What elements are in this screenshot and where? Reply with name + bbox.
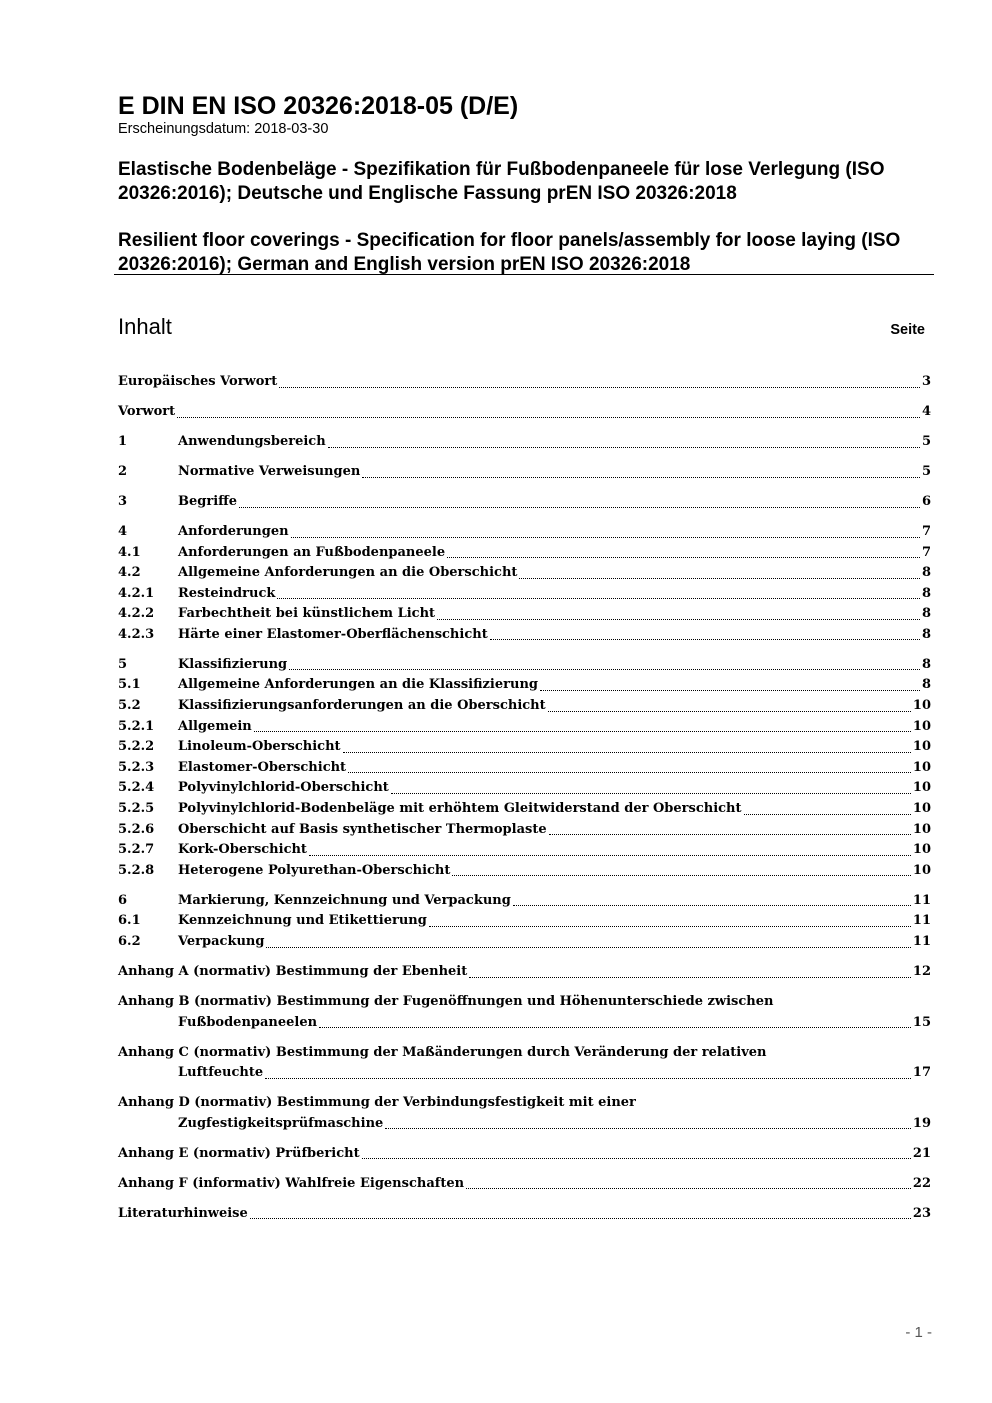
toc-entry[interactable] — [118, 584, 931, 605]
toc-entry-title: Kork-Oberschicht — [178, 842, 307, 858]
toc-entry-title: Anhang A (normativ) Bestimmung der Ebenheit — [118, 963, 468, 979]
toc-entry-title: Anhang F (informativ) Wahlfreie Eigenschaften — [118, 1175, 465, 1191]
toc-entry[interactable] — [118, 522, 931, 543]
title-english: Resilient floor coverings - Specification for floor panels/assembly for loose laying (ISO 20326:2016); German and English version prEN ISO 20326:2018 — [118, 230, 901, 275]
toc-entry-number: 1 — [118, 433, 128, 449]
toc-leader-dots — [548, 710, 911, 712]
toc-entry-number: 5.2.7 — [118, 842, 155, 858]
toc-leader-dots — [343, 751, 911, 753]
toc-entry-page: 8 — [921, 677, 931, 693]
toc-entry[interactable] — [118, 563, 931, 584]
toc-page-label: Seite — [890, 322, 925, 338]
toc-entry-title: Klassifizierung — [178, 656, 288, 672]
toc-entry-page: 5 — [921, 433, 931, 449]
toc-entry-title-cont: Luftfeuchte — [178, 1065, 264, 1081]
toc-entry-number: 6 — [118, 892, 128, 908]
toc-entry[interactable] — [118, 778, 931, 799]
toc-leader-dots — [277, 597, 920, 599]
toc-entry-page: 7 — [921, 523, 931, 539]
toc-entry-title: Europäisches Vorwort — [118, 374, 278, 389]
toc-entry-title: Anhang B (normativ) Bestimmung der Fugenöffnungen und Höhenunterschiede zwischen — [118, 993, 774, 1009]
toc-leader-dots — [309, 854, 911, 856]
toc-entry-page: 10 — [912, 821, 931, 837]
toc-entry-page: 10 — [912, 739, 931, 755]
toc-entry-page: 10 — [912, 780, 931, 796]
toc-entry[interactable] — [118, 861, 931, 882]
toc-entry[interactable] — [118, 432, 931, 453]
toc-entry-title: Oberschicht auf Basis synthetischer Thermoplaste — [178, 821, 547, 837]
toc-entry-page: 8 — [921, 565, 931, 581]
toc-entry-page: 21 — [912, 1145, 931, 1161]
toc-entry[interactable] — [118, 372, 931, 393]
toc-leader-dots — [490, 638, 920, 640]
toc-entry[interactable] — [118, 962, 931, 983]
title-german: Elastische Bodenbeläge - Spezifikation für Fußbodenpaneele für lose Verlegung (ISO 20326:2016); Deutsche und Englische Fassung prEN ISO 20326:2018 — [118, 159, 885, 204]
toc-entry-number: 5.2.4 — [118, 780, 155, 796]
toc-leader-dots — [239, 506, 920, 508]
toc-entry[interactable] — [118, 737, 931, 758]
toc-entry[interactable] — [118, 911, 931, 932]
toc-entry-page: 19 — [912, 1115, 931, 1131]
toc-entry[interactable] — [118, 604, 931, 625]
toc-entry-number: 5.2.5 — [118, 801, 155, 817]
toc-entry-number: 4.2.1 — [118, 585, 155, 601]
toc-leader-dots — [265, 1077, 911, 1079]
toc-entry-number: 6.2 — [118, 933, 141, 949]
toc-entry-page: 8 — [921, 585, 931, 601]
toc-leader-dots — [437, 618, 920, 620]
toc-entry-number: 3 — [118, 493, 128, 509]
toc-entry-title: Anwendungsbereich — [178, 433, 326, 449]
toc-entry-page: 12 — [912, 963, 931, 979]
toc-leader-dots — [291, 536, 920, 538]
page-number: - 1 - — [905, 1324, 932, 1341]
toc-entry-number: 5.2.6 — [118, 821, 155, 837]
toc-leader-dots — [519, 577, 920, 579]
toc-entry-number: 4 — [118, 523, 128, 539]
toc-entry[interactable] — [118, 932, 931, 953]
toc-entry-number: 5.2.1 — [118, 718, 155, 734]
toc-entry[interactable] — [118, 992, 931, 1013]
toc-entry-page: 23 — [912, 1205, 931, 1221]
toc-leader-dots — [385, 1127, 911, 1129]
toc-entry-title: Härte einer Elastomer-Oberflächenschicht — [178, 626, 488, 642]
toc-leader-dots — [452, 874, 911, 876]
toc-leader-dots — [319, 1026, 911, 1028]
toc-entry-title: Anforderungen — [178, 523, 289, 539]
toc-leader-dots — [513, 904, 911, 906]
toc-entry-title: Markierung, Kennzeichnung und Verpackung — [178, 892, 511, 908]
toc-entry[interactable] — [118, 462, 931, 483]
toc-entry-title: Normative Verweisungen — [178, 463, 361, 479]
toc-leader-dots — [744, 813, 911, 815]
toc-entry[interactable] — [118, 758, 931, 779]
toc-leader-dots — [391, 792, 911, 794]
toc-heading: Inhalt — [118, 314, 172, 339]
toc-entry-title: Polyvinylchlorid-Oberschicht — [178, 780, 389, 796]
toc-entry-title: Allgemeine Anforderungen an die Klassifizierung — [178, 677, 538, 693]
toc-entry-page: 10 — [912, 759, 931, 775]
toc-entry-title: Anhang C (normativ) Bestimmung der Maßänderungen durch Veränderung der relativen — [118, 1044, 767, 1060]
toc-entry-title: Farbechtheit bei künstlichem Licht — [178, 606, 436, 622]
toc-entry-number: 5.2.8 — [118, 862, 155, 878]
toc-leader-dots — [328, 446, 920, 448]
toc-entry[interactable] — [118, 655, 931, 676]
toc-entry-page: 22 — [912, 1175, 931, 1191]
toc-entry-title: Linoleum-Oberschicht — [178, 739, 341, 755]
toc-entry[interactable] — [118, 1174, 931, 1195]
toc-entry-number: 6.1 — [118, 913, 141, 929]
toc-entry-title: Verpackung — [178, 933, 265, 949]
toc-entry[interactable] — [118, 675, 931, 696]
toc-entry[interactable] — [118, 840, 931, 861]
toc-leader-dots — [429, 925, 911, 927]
toc-entry-title: Heterogene Polyurethan-Oberschicht — [178, 862, 451, 878]
toc-leader-dots — [469, 976, 911, 978]
toc-leader-dots — [362, 1157, 911, 1159]
toc-entry-page: 10 — [912, 801, 931, 817]
toc-leader-dots — [177, 416, 920, 418]
toc-entry[interactable] — [118, 1043, 931, 1064]
toc-entry-number: 5.2.3 — [118, 759, 155, 775]
toc-entry[interactable] — [118, 402, 931, 423]
toc-entry[interactable] — [118, 543, 931, 564]
toc-entry-title: Anhang D (normativ) Bestimmung der Verbindungsfestigkeit mit einer — [118, 1095, 636, 1111]
toc-entry-number: 4.2.2 — [118, 606, 155, 622]
toc-leader-dots — [362, 476, 920, 478]
toc-entry-title: Anforderungen an Fußbodenpaneele — [178, 544, 446, 560]
toc-entry-title: Klassifizierungsanforderungen an die Oberschicht — [178, 698, 546, 714]
toc-entry-number: 5.1 — [118, 677, 141, 693]
toc-entry-title: Kennzeichnung und Etikettierung — [178, 913, 427, 929]
toc-entry[interactable] — [118, 625, 931, 646]
toc-leader-dots — [348, 771, 911, 773]
toc-entry-number: 5.2.2 — [118, 739, 155, 755]
toc-entry-number: 5 — [118, 656, 128, 672]
toc-entry-page: 8 — [921, 656, 931, 672]
header-divider — [114, 274, 934, 275]
toc-entry-page: 17 — [912, 1065, 931, 1081]
toc-entry-title-cont: Zugfestigkeitsprüfmaschine — [178, 1115, 384, 1131]
toc-leader-dots — [250, 1217, 911, 1219]
toc-entry-title: Vorwort — [118, 403, 176, 419]
toc-leader-dots — [549, 833, 911, 835]
toc-entry-page: 11 — [912, 892, 931, 908]
toc-entry-title: Anhang E (normativ) Prüfbericht — [118, 1145, 360, 1161]
toc-entry[interactable] — [118, 696, 931, 717]
toc-entry-page: 10 — [912, 842, 931, 858]
toc-leader-dots — [254, 730, 911, 732]
toc-entry-number: 4.2 — [118, 565, 141, 581]
document-id: E DIN EN ISO 20326:2018-05 (D/E) — [118, 92, 519, 120]
toc-leader-dots — [289, 668, 920, 670]
toc-entry-page: 3 — [921, 374, 931, 389]
toc-entry-number: 5.2 — [118, 698, 141, 714]
toc-entry-page: 5 — [921, 463, 931, 479]
toc-entry-number: 4.2.3 — [118, 626, 155, 642]
toc-entry-continuation[interactable] — [118, 1114, 931, 1135]
toc-entry-page: 6 — [921, 493, 931, 509]
toc-entry-page: 10 — [912, 862, 931, 878]
toc-entry-continuation[interactable] — [118, 1063, 931, 1084]
toc-entry-title: Begriffe — [178, 493, 238, 509]
toc-entry[interactable] — [118, 820, 931, 841]
toc-entry-title: Elastomer-Oberschicht — [178, 759, 347, 775]
toc-entry[interactable] — [118, 717, 931, 738]
toc-entry-number: 4.1 — [118, 544, 141, 560]
toc-entry-title: Resteindruck — [178, 585, 276, 601]
toc-leader-dots — [447, 556, 920, 558]
toc-entry-page: 11 — [912, 913, 931, 929]
toc-entry-page: 8 — [921, 606, 931, 622]
toc-entry-number: 2 — [118, 463, 128, 479]
toc-entry-title: Literaturhinweise — [118, 1205, 248, 1221]
toc-leader-dots — [266, 946, 910, 948]
toc-entry-page: 15 — [912, 1014, 931, 1030]
toc-entry-page: 7 — [921, 544, 931, 560]
toc-entry-page: 8 — [921, 626, 931, 642]
toc-entry-page: 10 — [912, 718, 931, 734]
toc-entry[interactable] — [118, 492, 931, 513]
toc-entry[interactable] — [118, 891, 931, 912]
toc-entry-title: Allgemeine Anforderungen an die Oberschicht — [178, 565, 518, 581]
publication-date: Erscheinungsdatum: 2018-03-30 — [118, 121, 329, 137]
toc-entry[interactable] — [118, 1093, 931, 1114]
toc-entry-page: 11 — [912, 933, 931, 949]
toc-entry[interactable] — [118, 1204, 931, 1225]
toc-entry[interactable] — [118, 799, 931, 820]
toc-entry-page: 4 — [921, 403, 931, 419]
toc-entry[interactable] — [118, 1144, 931, 1165]
toc-entry-title-cont: Fußbodenpaneelen — [178, 1014, 318, 1030]
toc-entry-page: 10 — [912, 698, 931, 714]
toc-leader-dots — [466, 1187, 911, 1189]
toc-entry-title: Polyvinylchlorid-Bodenbeläge mit erhöhtem Gleitwiderstand der Oberschicht — [178, 801, 742, 817]
toc-entry-continuation[interactable] — [118, 1013, 931, 1034]
table-of-contents — [118, 372, 931, 1224]
toc-entry-title: Allgemein — [178, 718, 252, 734]
toc-leader-dots — [540, 689, 920, 691]
toc-leader-dots — [279, 386, 920, 388]
